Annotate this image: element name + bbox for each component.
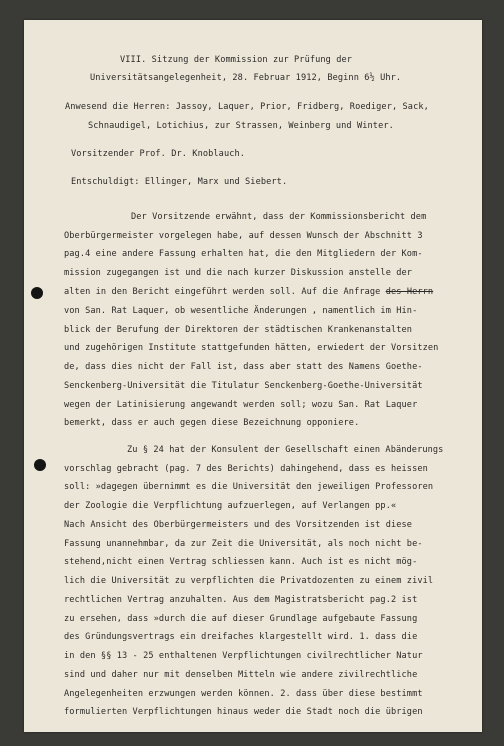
title-line-2: Universitätsangelegenheit, 28. Februar 1912, Beginn 6½ Uhr. [90, 73, 402, 83]
p2-line: Nach Ansicht des Oberbürgermeisters und des Vorsitzenden ist diese [64, 520, 413, 530]
p1-line-text: alten in den Bericht eingeführt werden soll. Auf die Anfrage [64, 287, 381, 297]
p1-line: pag.4 eine andere Fassung erhalten hat, die den Mitgliedern der Kom- [64, 249, 423, 259]
p2-line: in den §§ 13 - 25 enthaltenen Verpflichtungen civilrechtlicher Natur [64, 651, 423, 661]
punch-hole [34, 459, 46, 471]
p1-line: de, dass dies nicht der Fall ist, dass aber statt des Namens Goethe- [64, 362, 423, 372]
punch-hole [31, 287, 43, 299]
p2-line: des Gründungsvertrags ein dreifaches klargestellt wird. 1. dass die [64, 632, 418, 642]
p2-line: sind und daher nur mit denselben Mitteln wie andere zivilrechtliche [64, 670, 418, 680]
p1-line: bemerkt, dass er auch gegen diese Bezeichnung opponiere. [64, 418, 360, 428]
p2-line: Angelegenheiten erzwungen werden können. 2. dass über diese bestimmt [64, 689, 423, 699]
p1-line [64, 287, 433, 297]
p2-line: der Zoologie die Verpflichtung aufzuerlegen, auf Verlangen pp.« [64, 501, 397, 511]
attendees-line-2: Schnaudigel, Lotichius, zur Strassen, Weinberg und Winter. [88, 121, 394, 131]
struck-text: des Herrn [385, 287, 434, 297]
p2-line: Fassung unannehmbar, da zur Zeit die Universität, als noch nicht be- [64, 539, 423, 549]
p2-line: stehend,nicht einen Vertrag schliessen kann. Auch ist es nicht mög- [64, 557, 418, 567]
p1-line: und zugehörigen Institute stattgefunden hätten, erwiedert der Vorsitzen [64, 343, 439, 353]
p1-line: mission zugegangen ist und die nach kurzer Diskussion anstelle der [64, 268, 413, 278]
p2-line: soll: »dagegen übernimmt es die Universität den jeweiligen Professoren [64, 482, 434, 492]
document-page [24, 20, 482, 732]
p1-line: von San. Rat Laquer, ob wesentliche Änderungen , namentlich im Hin- [64, 306, 418, 316]
chair-line: Vorsitzender Prof. Dr. Knoblauch. [71, 149, 246, 159]
p1-line: wegen der Latinisierung angewandt werden soll; wozu San. Rat Laquer [64, 400, 418, 410]
p2-line: vorschlag gebracht (pag. 7 des Berichts) dahingehend, dass es heissen [64, 464, 428, 474]
p2-line: lich die Universität zu verpflichten die Privatdozenten zu einem zivil [64, 576, 434, 586]
p2-line: zu ersehen, dass »durch die auf dieser Grundlage aufgebaute Fassung [64, 614, 418, 624]
p2-line: rechtlichen Vertrag anzuhalten. Aus dem Magistratsbericht pag.2 ist [64, 595, 418, 605]
attendees-line-1: Anwesend die Herren: Jassoy, Laquer, Prior, Fridberg, Roediger, Sack, [65, 102, 429, 112]
p2-line: Zu § 24 hat der Konsulent der Gesellschaft einen Abänderungs [127, 445, 444, 455]
p1-line: blick der Berufung der Direktoren der städtischen Krankenanstalten [64, 325, 413, 335]
excused-line: Entschuldigt: Ellinger, Marx und Siebert. [71, 177, 288, 187]
p2-line: formulierten Verpflichtungen hinaus weder die Stadt noch die übrigen [64, 707, 423, 717]
p1-line: Der Vorsitzende erwähnt, dass der Kommissionsbericht dem [131, 212, 427, 222]
p1-line: Senckenberg-Universität die Titulatur Senckenberg-Goethe-Universität [64, 381, 423, 391]
p1-line: Oberbürgermeister vorgelegen habe, auf dessen Wunsch der Abschnitt 3 [64, 231, 423, 241]
title-line-1: VIII. Sitzung der Kommission zur Prüfung der [120, 55, 353, 65]
